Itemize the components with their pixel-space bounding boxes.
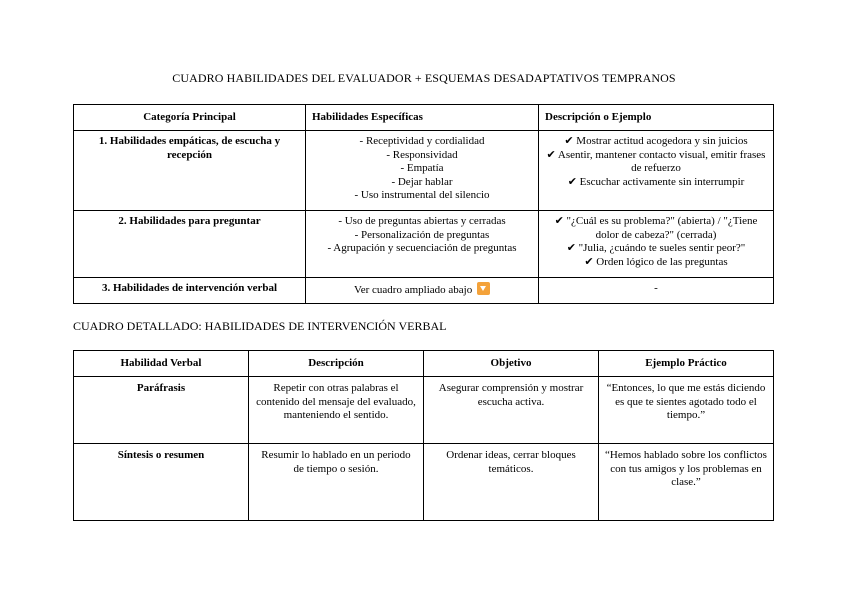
skills-summary-table <box>73 104 774 304</box>
section-title: CUADRO DETALLADO: HABILIDADES DE INTERVENCIÓN VERBAL <box>73 319 447 333</box>
skills-cell <box>306 131 539 211</box>
examples-cell <box>539 211 774 278</box>
example-cell: “Entonces, lo que me estás diciendo es que te sientes agotado todo el tiempo.” <box>599 377 774 444</box>
skills-cell <box>306 211 539 278</box>
skills-link-text: Ver cuadro ampliado abajo <box>354 284 473 296</box>
table-header-row <box>74 351 774 377</box>
table-row <box>74 377 774 444</box>
column-header: Habilidades Específicas <box>306 105 539 131</box>
column-header: Descripción o Ejemplo <box>539 105 774 131</box>
verbal-skills-table <box>73 350 774 521</box>
table-header-row <box>74 105 774 131</box>
category-cell: 1. Habilidades empáticas, de escucha y recepción <box>74 131 306 211</box>
example-item: ✔ Asentir, mantener contacto visual, emitir frases de refuerzo <box>546 148 766 174</box>
skill-item: - Receptividad y cordialidad <box>359 135 485 147</box>
column-header: Habilidad Verbal <box>74 351 249 377</box>
objective-cell: Ordenar ideas, cerrar bloques temáticos. <box>424 444 599 521</box>
example-item: ✔ Escuchar activamente sin interrumpir <box>567 175 745 188</box>
category-cell: 3. Habilidades de intervención verbal <box>74 278 306 304</box>
skill-item: - Uso de preguntas abiertas y cerradas <box>338 215 506 227</box>
example-item: ✔ "¿Cuál es su problema?" (abierta) / "¿Tiene dolor de cabeza?" (cerrada) <box>554 215 758 241</box>
description-cell: Resumir lo hablado en un periodo de tiempo o sesión. <box>249 444 424 521</box>
description-cell: Repetir con otras palabras el contenido del mensaje del evaluado, manteniendo el sentido. <box>249 377 424 444</box>
skill-item: - Uso instrumental del silencio <box>354 189 490 201</box>
column-header: Ejemplo Práctico <box>599 351 774 377</box>
skill-item: - Agrupación y secuenciación de preguntas <box>327 242 517 254</box>
category-cell: 2. Habilidades para preguntar <box>74 211 306 278</box>
skill-item: - Responsividad <box>386 148 458 161</box>
example-item: ✔ "Julia, ¿cuándo te sueles sentir peor?" <box>566 242 746 254</box>
skills-cell <box>306 278 539 304</box>
skill-cell: Síntesis o resumen <box>74 444 249 521</box>
skill-item: - Empatía <box>400 162 444 174</box>
objective-cell: Asegurar comprensión y mostrar escucha activa. <box>424 377 599 444</box>
skill-cell: Paráfrasis <box>74 377 249 444</box>
skill-item: - Dejar hablar <box>391 175 453 188</box>
example-item: ✔ Orden lógico de las preguntas <box>584 255 728 268</box>
table-row <box>74 211 774 278</box>
table-row <box>74 131 774 211</box>
page-title: CUADRO HABILIDADES DEL EVALUADOR + ESQUEMAS DESADAPTATIVOS TEMPRANOS <box>172 71 676 85</box>
table-row <box>74 444 774 521</box>
column-header: Descripción <box>249 351 424 377</box>
example-cell: “Hemos hablado sobre los conflictos con tus amigos y los problemas en clase.” <box>599 444 774 521</box>
down-arrow-icon <box>477 282 490 295</box>
skill-item: - Personalización de preguntas <box>354 228 490 241</box>
examples-cell <box>539 131 774 211</box>
column-header: Categoría Principal <box>74 105 306 131</box>
table-row <box>74 278 774 304</box>
example-item: ✔ Mostrar actitud acogedora y sin juicios <box>564 135 748 147</box>
examples-cell: - <box>539 278 774 304</box>
column-header: Objetivo <box>424 351 599 377</box>
